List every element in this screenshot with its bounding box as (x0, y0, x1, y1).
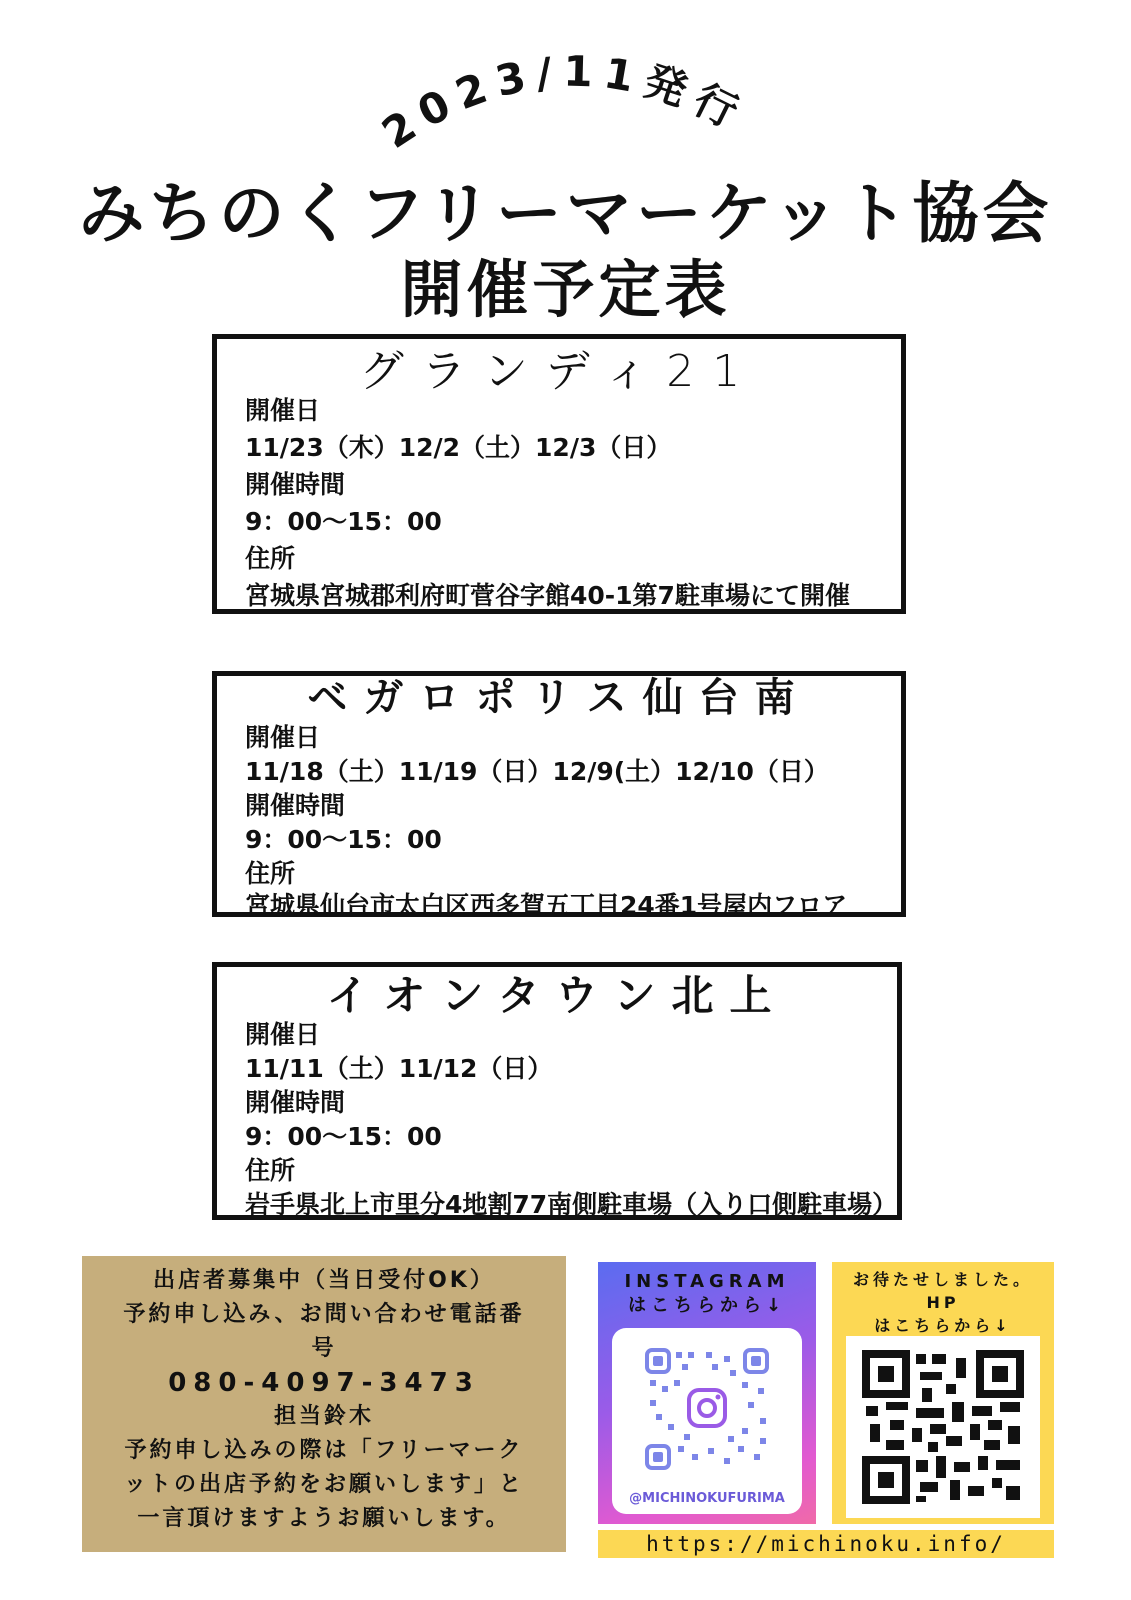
time: 9：00〜15：00 (245, 1122, 442, 1151)
address-label: 住所 (245, 544, 296, 573)
contact-panel (82, 1256, 566, 1552)
reservation-note-1: 予約申し込みの際は「フリーマーク (124, 1438, 524, 1463)
homepage-panel (832, 1262, 1054, 1524)
homepage-heading-3: はこちらから↓ (874, 1316, 1012, 1335)
instagram-heading-1: INSTAGRAM (624, 1271, 790, 1292)
issue-date: 2023/11発行 (373, 46, 755, 158)
address-label: 住所 (245, 1156, 296, 1185)
reservation-note-2: ットの出店予約をお願いします」と (123, 1472, 524, 1497)
instagram-heading (598, 1270, 816, 1318)
date-label: 開催日 (245, 723, 321, 752)
venue-name: ベガロポリス仙台南 (307, 675, 811, 721)
instagram-handle[interactable]: @MICHINOKUFURIMA (629, 1491, 785, 1506)
instagram-logo-icon (689, 1390, 725, 1426)
instagram-qr-code-icon[interactable] (612, 1328, 802, 1488)
reservation-note-3: 一言頂けますようお願いします。 (137, 1506, 511, 1531)
venue-name: イオンタウン北上 (326, 971, 788, 1020)
homepage-qr-card[interactable] (846, 1336, 1040, 1518)
instagram-heading-2: はこちらから↓ (627, 1295, 787, 1316)
instagram-panel (598, 1262, 816, 1524)
inquiry-text: 予約申し込み、お問い合わせ電話番 (123, 1302, 525, 1327)
venue-card-aeontown (212, 962, 902, 1220)
homepage-heading (832, 1268, 1054, 1337)
homepage-heading-2: HP (926, 1293, 960, 1312)
homepage-qr-code-icon[interactable] (846, 1336, 1040, 1518)
schedule-title: 開催予定表 (400, 253, 731, 326)
inquiry-text-cont: 号 (311, 1336, 337, 1361)
date-label: 開催日 (245, 396, 321, 425)
date-label: 開催日 (245, 1020, 321, 1049)
instagram-qr-card[interactable] (612, 1328, 802, 1514)
svg-text:2023/11発行 (373, 47, 754, 158)
dates: 11/23（木）12/2（土）12/3（日） (245, 433, 672, 462)
time-label: 開催時間 (245, 470, 346, 499)
address: 宮城県宮城郡利府町菅谷字館40-1第7駐車場にて開催 (245, 581, 850, 610)
address-label: 住所 (245, 859, 296, 888)
venue-card-grandy (212, 334, 906, 614)
time: 9：00〜15：00 (245, 825, 442, 854)
time-label: 開催時間 (245, 1088, 346, 1117)
homepage-heading-1: お待たせしました。 (852, 1270, 1033, 1289)
venue-card-vegalopolis (212, 671, 906, 920)
time-label: 開催時間 (245, 791, 346, 820)
homepage-url-link[interactable]: https://michinoku.info/ (598, 1530, 1054, 1558)
address: 岩手県北上市里分4地割77南側駐車場（入り口側駐車場） (245, 1190, 898, 1219)
dates: 11/11（土）11/12（日） (245, 1054, 553, 1083)
dates: 11/18（土）11/19（日）12/9(土）12/10（日） (245, 757, 829, 786)
recruiting-text: 出店者募集中（当日受付OK） (153, 1268, 495, 1293)
time: 9：00〜15：00 (245, 507, 442, 536)
organization-title: みちのくフリーマーケット協会 (78, 175, 1053, 252)
address: 宮城県仙台市太白区西多賀五丁目24番1号屋内フロア (245, 891, 848, 920)
phone-number[interactable]: 080-4097-3473 (168, 1368, 480, 1398)
venue-name: グランディ21 (359, 346, 759, 397)
contact-person: 担当鈴木 (273, 1404, 374, 1429)
